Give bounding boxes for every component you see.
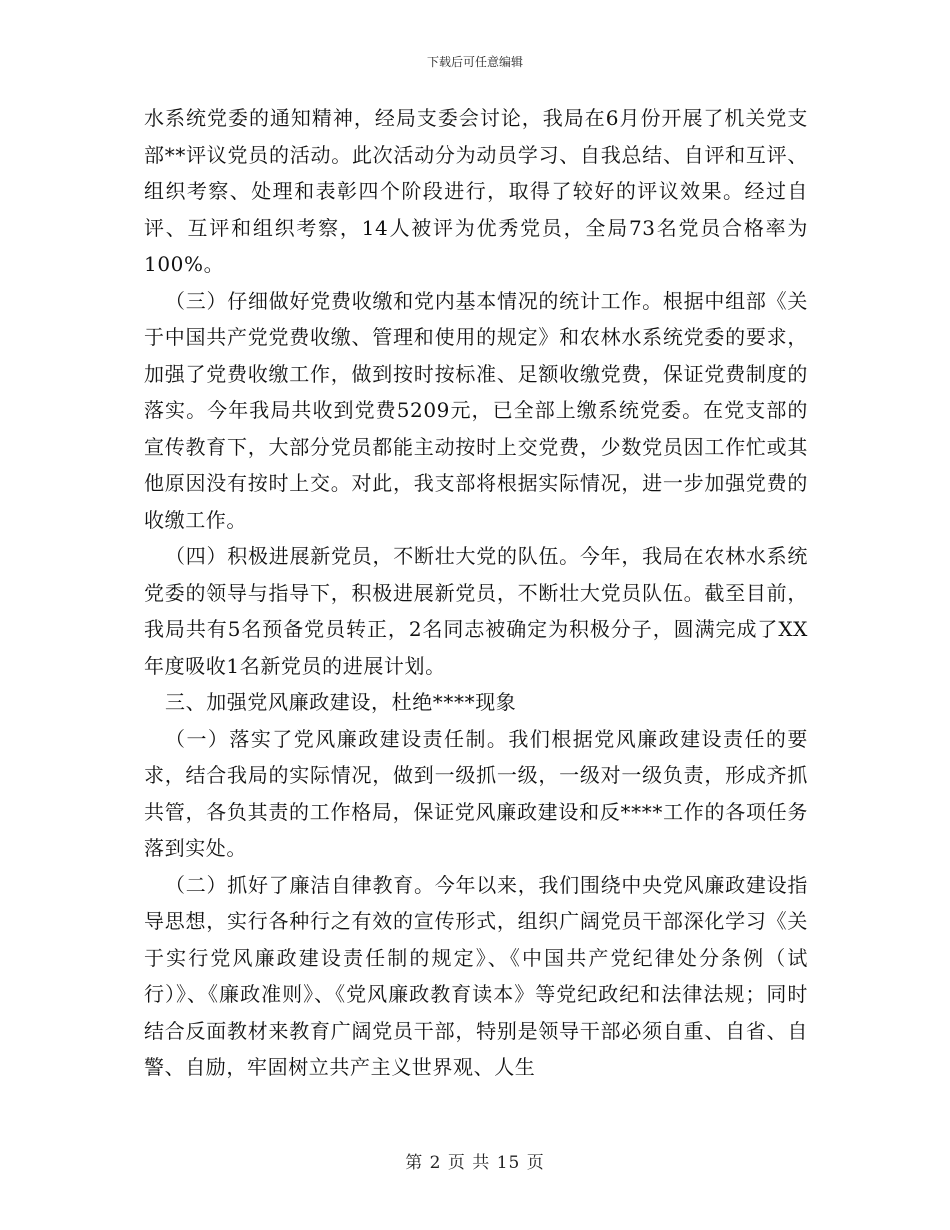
page-footer: 第 2 页 共 15 页 bbox=[405, 1153, 545, 1173]
paragraph-responsibility-system: （一）落实了党风廉政建设责任制。我们根据党风廉政建设责任的要求，结合我局的实际情况，做到一级抓一级，一级对一级负责，形成齐抓共管，各负其责的工作格局，保证党风廉政建设和反****工作的各项任务落到实处。 bbox=[144, 726, 808, 860]
page-header: 下载后可任意编辑 bbox=[426, 55, 523, 69]
paragraph-new-members: （四）积极进展新党员，不断壮大党的队伍。今年，我局在农林水系统党委的领导与指导下，积极进展新党员，不断壮大党员队伍。截至目前，我局共有5名预备党员转正，2名同志被确定为积极分子，圆满完成了XX年度吸收1名新党员的进展计划。 bbox=[144, 544, 808, 678]
document-body bbox=[144, 100, 808, 1086]
section-heading-anti-corruption: 三、加强党风廉政建设，杜绝****现象 bbox=[165, 690, 517, 714]
paragraph-integrity-education: （二）抓好了廉洁自律教育。今年以来，我们围绕中央党风廉政建设指导思想，实行各种行之有效的宣传形式，组织广阔党员干部深化学习《关于实行党风廉政建设责任制的规定》、《中国共产党纪律处分条例（试行）》、《廉政准则》、《党风廉政教育读本》等党纪政纪和法律法规；同时结合反面教材来教育广阔党员干部，特别是领导干部必须自重、自省、自警、自励，牢固树立共产主义世界观、人生 bbox=[144, 872, 808, 1079]
paragraph-continuation: 水系统党委的通知精神，经局支委会讨论，我局在6月份开展了机关党支部**评议党员的活动。此次活动分为动员学习、自我总结、自评和互评、组织考察、处理和表彰四个阶段进行，取得了较好的评议效果。经过自评、互评和组织考察，14人被评为优秀党员，全局73名党员合格率为100%。 bbox=[144, 106, 808, 276]
paragraph-party-fees: （三）仔细做好党费收缴和党内基本情况的统计工作。根据中组部《关于中国共产党党费收缴、管理和使用的规定》和农林水系统党委的要求，加强了党费收缴工作，做到按时按标准、足额收缴党费，保证党费制度的落实。今年我局共收到党费5209元，已全部上缴系统党委。在党支部的宣传教育下，大部分党员都能主动按时上交党费，少数党员因工作忙或其他原因没有按时上交。对此，我支部将根据实际情况，进一步加强党费的收缴工作。 bbox=[144, 288, 808, 532]
